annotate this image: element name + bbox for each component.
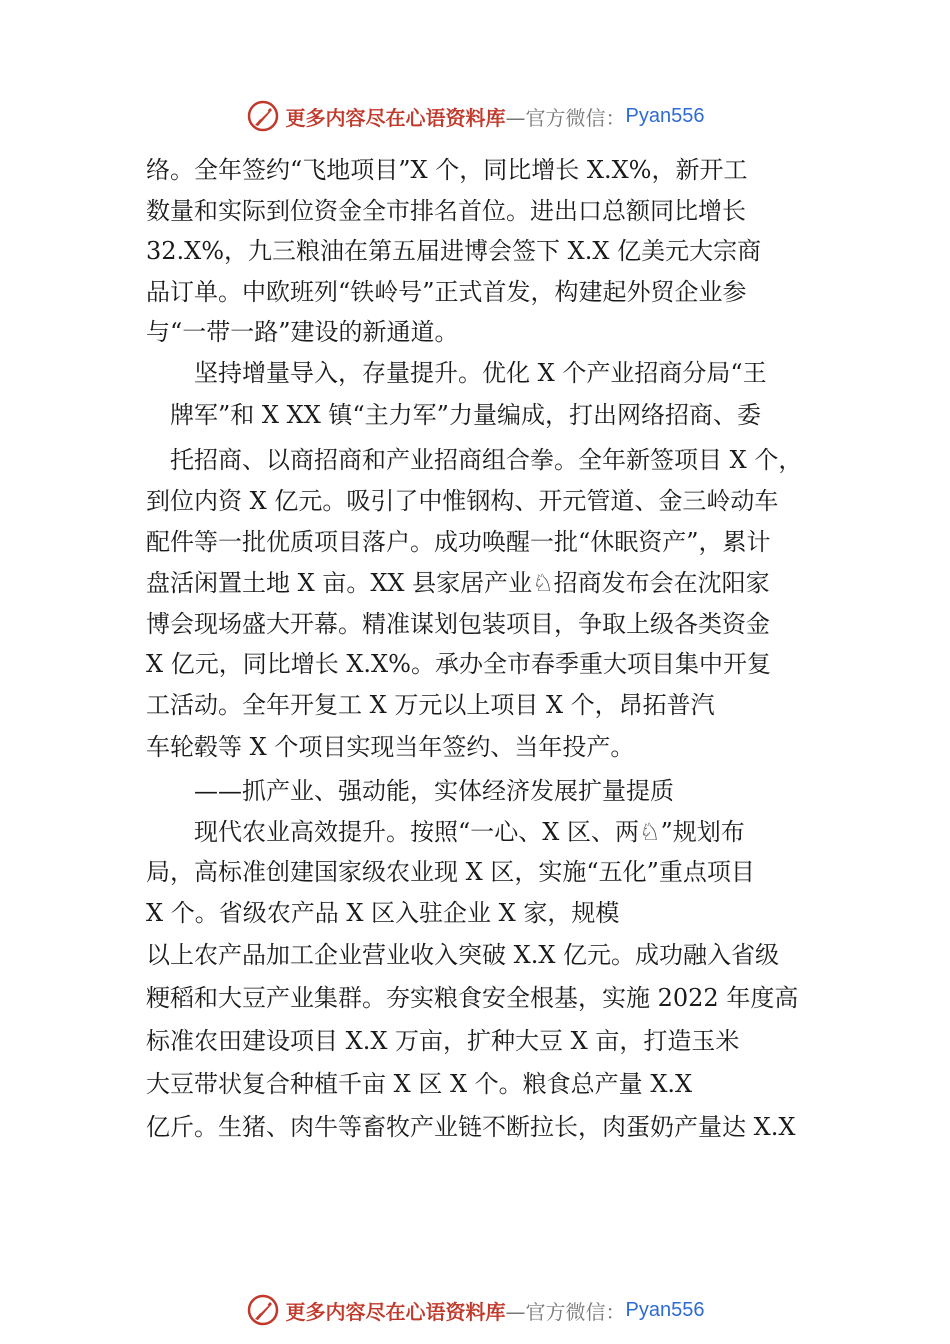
watermark-wechat-id: Pyan556 — [625, 1298, 705, 1321]
text-line: 粳稻和大豆产业集群。夯实粮食安全根基，实施 2022 年度高 — [146, 984, 799, 1012]
header-watermark — [0, 96, 950, 136]
watermark-wechat-label: —官方微信： — [505, 1299, 626, 1324]
feather-logo-icon — [246, 99, 280, 133]
text-line: 局，高标准创建国家级农业现 X 区，实施“五化”重点项目 — [146, 858, 755, 886]
text-line: 数量和实际到位资金全市排名首位。进出口总额同比增长 — [146, 197, 746, 225]
text-line: 品订单。中欧班列“铁岭号”正式首发，构建起外贸企业参 — [146, 278, 747, 306]
footer-watermark — [0, 1290, 950, 1330]
text-line: 络。全年签约“飞地项目”X 个，同比增长 X.X%，新开工 — [146, 156, 748, 184]
watermark-brand: 更多内容尽在心语资料库 — [285, 105, 506, 130]
text-line: 到位内资 X 亿元。吸引了中惟钢构、开元管道、金三岭动车 — [146, 487, 779, 515]
text-line: 坚持增量导入，存量提升。优化 X 个产业招商分局“王 — [194, 359, 767, 387]
text-line: 工活动。全年开复工 X 万元以上项目 X 个，昂拓普汽 — [146, 691, 715, 719]
text-line: 配件等一批优质项目落户。成功唤醒一批“休眠资产”，累计 — [146, 528, 771, 556]
text-line: 牌军”和 X XX 镇“主力军”力量编成，打出网络招商、委 — [170, 401, 761, 429]
text-line: 标准农田建设项目 X.X 万亩，扩种大豆 X 亩，打造玉米 — [146, 1027, 740, 1055]
text-line: 车轮毂等 X 个项目实现当年签约、当年投产。 — [146, 733, 635, 761]
text-line: 与“一带一路”建设的新通道。 — [146, 318, 459, 346]
text-line: 亿斤。生猪、肉牛等畜牧产业链不断拉长，肉蛋奶产量达 X.X — [146, 1113, 796, 1141]
text-line: X 亿元，同比增长 X.X%。承办全市春季重大项目集中开复 — [146, 650, 771, 678]
text-line: 大豆带状复合种植千亩 X 区 X 个。粮食总产量 X.X — [146, 1070, 693, 1098]
text-line: 盘活闲置土地 X 亩。XX 县家居产业♘招商发布会在沈阳家 — [146, 569, 770, 597]
text-line: 博会现场盛大开幕。精准谋划包装项目，争取上级各类资金 — [146, 610, 770, 638]
watermark-wechat-id: Pyan556 — [625, 104, 705, 127]
text-line: X 个。省级农产品 X 区入驻企业 X 家，规模 — [146, 899, 620, 927]
section-heading: ——抓产业、强动能，实体经济发展扩量提质 — [194, 777, 674, 805]
feather-logo-icon — [246, 1293, 280, 1327]
watermark-wechat-label: —官方微信： — [505, 105, 626, 130]
text-line: 32.X%，九三粮油在第五届进博会签下 X.X 亿美元大宗商 — [146, 237, 762, 265]
watermark-brand: 更多内容尽在心语资料库 — [285, 1299, 506, 1324]
text-line: 以上农产品加工企业营业收入突破 X.X 亿元。成功融入省级 — [146, 941, 780, 969]
text-line: 托招商、以商招商和产业招商组合拳。全年新签项目 X 个， — [170, 446, 803, 474]
text-line: 现代农业高效提升。按照“一心、X 区、两♘”规划布 — [194, 818, 745, 846]
